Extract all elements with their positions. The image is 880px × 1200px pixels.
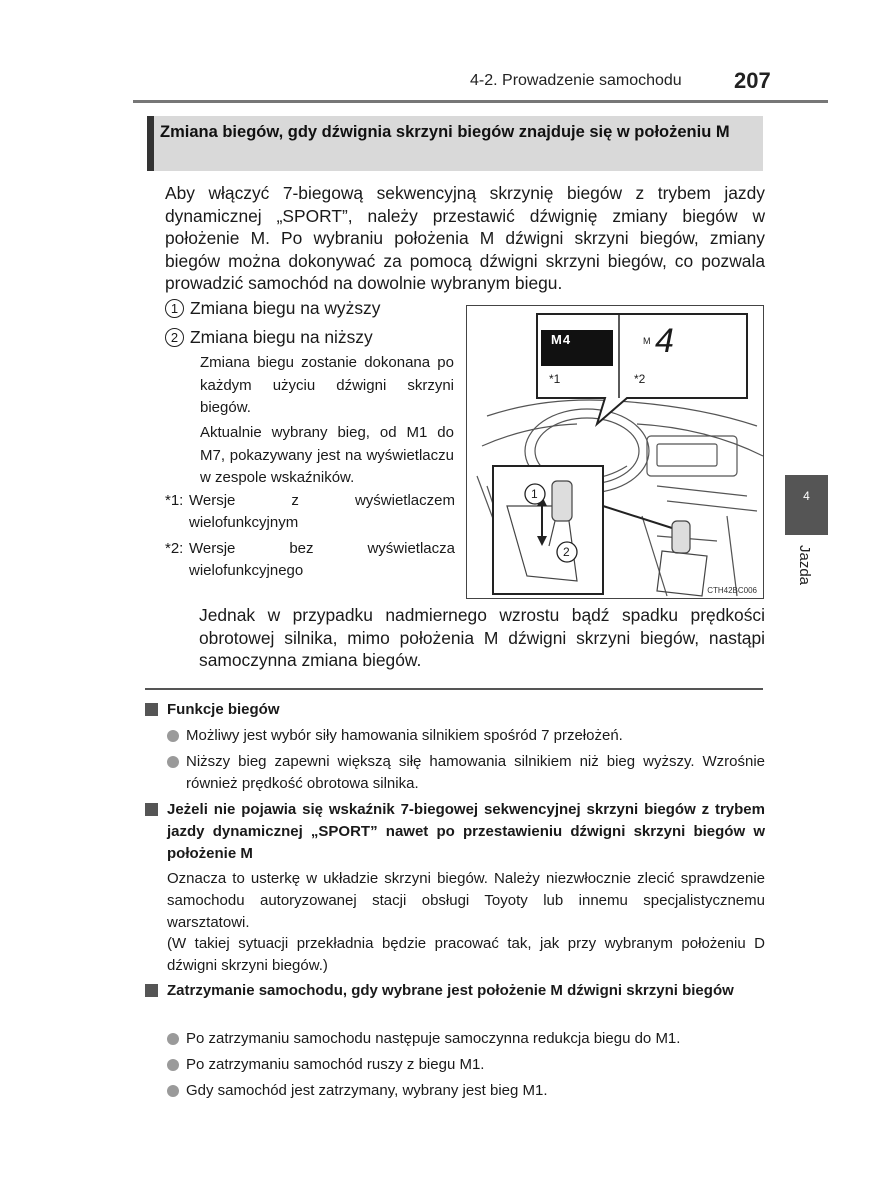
bullet-item [167,1054,765,1076]
footnote-text: Wersje z wyświetlaczem wielofunkcyjnym [189,492,455,531]
round-bullet-icon [167,1033,179,1045]
star1-label: *1 [549,372,561,386]
display-mode-m [551,332,571,347]
callout-number: 1 [165,299,184,318]
square-bullet-icon [145,984,158,997]
running-header: 4-2. Prowadzenie samochodu [470,72,682,89]
item-downshift [165,327,373,348]
footnote-text: Wersje bez wyświetlacza wielofunkcyjnego [189,540,455,579]
after-figure-paragraph: Jednak w przypadku nadmiernego wzrostu bądź spadku prędkości obrotowej silnika, mimo położenia M dźwigni skrzyni biegów, nastąpi samoczynna zmiana biegów. [199,605,765,670]
bullet-text: Gdy samochód jest zatrzymany, wybrany jest bieg M1. [186,1082,548,1099]
page-number: 207 [734,68,771,93]
star2-label: *2 [634,372,646,386]
illustration-drawing [467,306,764,599]
heading-stopping [145,980,765,1002]
heading-gear-functions [145,699,765,721]
chapter-label: Jazda [796,545,813,586]
item-label: Zmiana biegu na wyższy [190,298,381,318]
header-rule [133,100,828,103]
callout-1: 1 [531,487,538,501]
section-divider [145,688,763,690]
item-upshift [165,298,380,319]
display-m4: M4 [551,332,572,347]
round-bullet-icon [167,1085,179,1097]
round-bullet-icon [167,756,179,768]
section-title-bar [147,116,154,171]
round-bullet-icon [167,730,179,742]
bullet-item [167,751,765,795]
footnote-2 [165,538,455,582]
square-bullet-icon [145,803,158,816]
round-bullet-icon [167,1059,179,1071]
intro-paragraph: Aby włączyć 7-biegową sekwencyjną skrzynię biegów z trybem jazdy dynamicznej „SPORT”, należy przestawić dźwignię zmiany biegów w położenie M. Po wybraniu położenia M dźwigni skrzyni biegów, zmiany biegów można dokonywać za pomocą dźwigni skrzyni biegów, co pozwala prowadzić samochód na dowolnie wybranym biegu. [165,183,765,293]
heading-text: Funkcje biegów [167,701,280,718]
bullet-item [167,1028,765,1050]
heading-indicator-missing [145,799,765,865]
square-bullet-icon [145,703,158,716]
display2-gear: 4 [655,322,674,360]
display2-m: M [643,336,651,346]
bullet-item [167,1080,765,1102]
heading-text: Zatrzymanie samochodu, gdy wybrane jest położenie M dźwigni skrzyni biegów [167,982,734,999]
footnote-mark: *2: [165,540,184,557]
gear-lever-illustration [466,305,764,599]
note-display: Aktualnie wybrany bieg, od M1 do M7, pokazywany jest na wyświetlaczu w zespole wskaźników. [200,424,454,486]
section-title: Zmiana biegów, gdy dźwignia skrzyni biegów znajduje się w położeniu M [160,123,730,141]
bullet-text: Niższy bieg zapewni większą siłę hamowania silnikiem niż bieg wyższy. Wzrośnie również prędkość obrotowa silnika. [186,753,765,792]
bullet-item [167,725,765,747]
bullet-text: Możliwy jest wybór siły hamowania silnikiem spośród 7 przełożeń. [186,727,623,744]
chapter-tab: 4 [785,475,828,535]
footnote-1 [165,490,455,534]
bullet-text: Po zatrzymaniu samochód ruszy z biegu M1. [186,1056,485,1073]
callout-2: 2 [563,545,570,559]
footnote-mark: *1: [165,492,184,509]
item-label: Zmiana biegu na niższy [190,327,373,347]
bullet-text: Po zatrzymaniu samochodu następuje samoczynna redukcja biegu do M1. [186,1030,681,1047]
note-shift: Zmiana biegu zostanie dokonana po każdym użyciu dźwigni skrzyni biegów. [200,354,454,416]
heading-text: Jeżeli nie pojawia się wskaźnik 7-biegowej sekwencyjnej skrzyni biegów z trybem jazdy dynamicznej „SPORT” nawet po przestawieniu dźwigni skrzyni biegów w położenie M [167,801,765,862]
body-text: Oznacza to usterkę w układzie skrzyni biegów. Należy niezwłocznie zlecić sprawdzenie samochodu autoryzowanej stacji obsługi Toyoty lub innemu specjalistycznemu warsztatowi. [167,870,765,931]
figure-code: CTH42BC006 [707,586,757,595]
callout-number: 2 [165,328,184,347]
body-text: (W takiej sytuacji przekładnia będzie pracować tak, jak przy wybranym położeniu D dźwigni skrzyni biegów.) [167,935,765,974]
